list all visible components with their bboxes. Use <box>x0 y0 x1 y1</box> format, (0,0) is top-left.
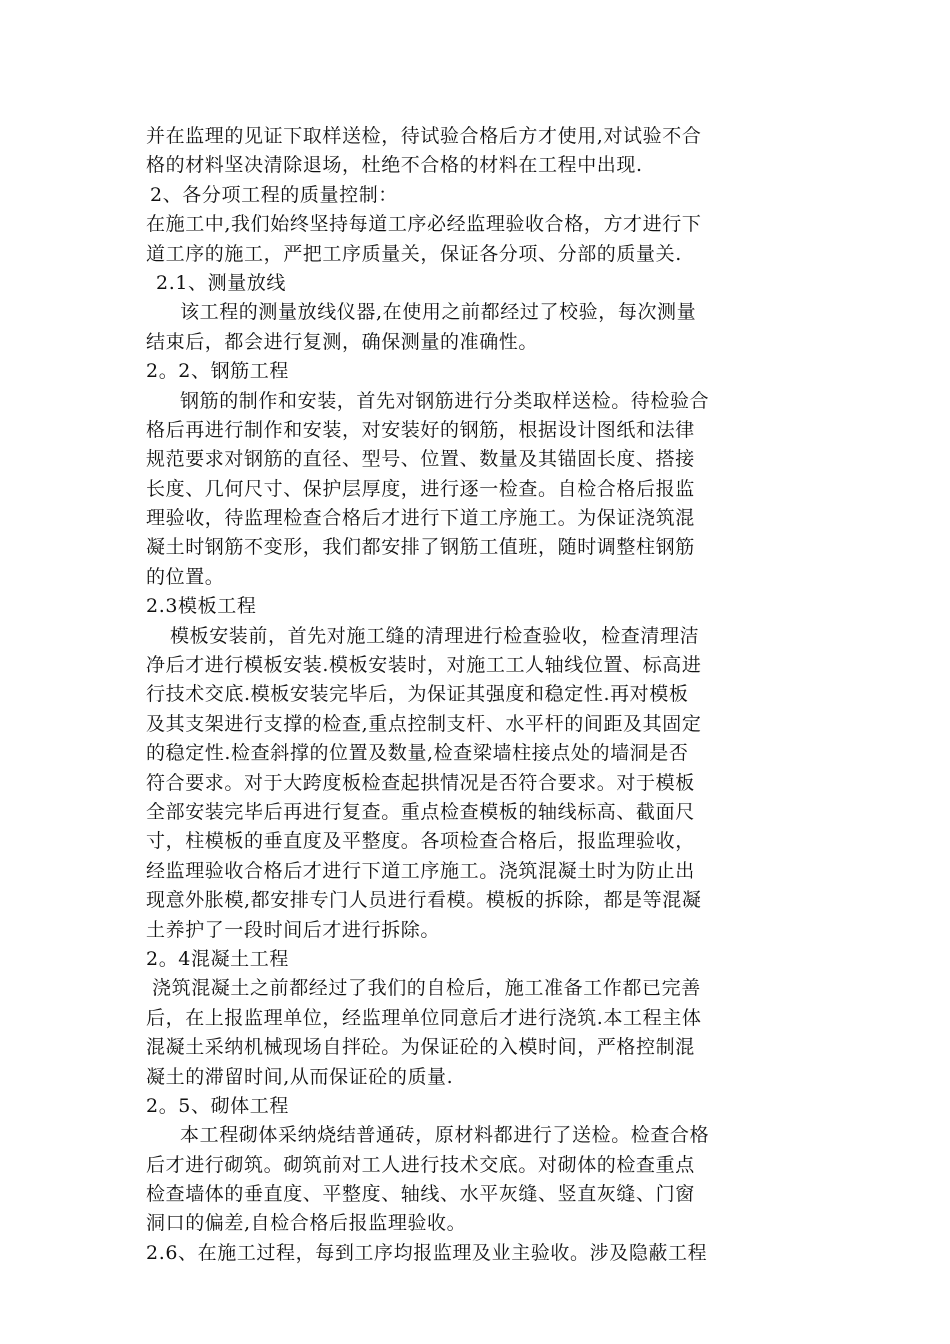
text-line: 模板安装前，首先对施工缝的清理进行检查验收，检查清理洁 <box>170 624 700 647</box>
text-line: 净后才进行模板安装.模板安装时，对施工工人轴线位置、标高进 <box>146 654 702 677</box>
text-line: 理验收，待监理检查合格后才进行下道工序施工。为保证浇筑混 <box>146 507 695 530</box>
document-body <box>146 122 808 1268</box>
text-line: 符合要求。对于大跨度板检查起拱情况是否符合要求。对于模板 <box>146 771 695 794</box>
text-line: 寸，柱模板的垂直度及平整度。各项检查合格后，报监理验收， <box>146 830 695 853</box>
text-line: 经监理验收合格后才进行下道工序施工。浇筑混凝土时为防止出 <box>146 859 695 882</box>
subsection-heading: 2.3模板工程 <box>146 595 257 618</box>
text-line: 长度、几何尺寸、保护层厚度，进行逐一检查。自检合格后报监 <box>146 477 695 500</box>
text-line: 的稳定性.检查斜撑的位置及数量,检查梁墙柱接点处的墙洞是否 <box>146 742 689 765</box>
text-line: 检查墙体的垂直度、平整度、轴线、水平灰缝、竖直灰缝、门窗 <box>146 1183 695 1206</box>
text-line: 2.6、在施工过程，每到工序均报监理及业主验收。涉及隐蔽工程 <box>146 1241 708 1264</box>
text-line: 该工程的测量放线仪器,在使用之前都经过了校验，每次测量 <box>180 301 697 324</box>
subsection-heading: 2。4混凝土工程 <box>146 947 289 970</box>
text-line: 土养护了一段时间后才进行拆除。 <box>146 918 441 941</box>
text-line: 后才进行砌筑。砌筑前对工人进行技术交底。对砌体的检查重点 <box>146 1153 695 1176</box>
text-line: 在施工中,我们始终坚持每道工序必经监理验收合格，方才进行下 <box>146 213 702 236</box>
text-line: 格后再进行制作和安装，对安装好的钢筋，根据设计图纸和法律 <box>146 418 695 441</box>
text-line: 规范要求对钢筋的直径、型号、位置、数量及其锚固长度、搭接 <box>146 448 695 471</box>
text-line: 本工程砌体采纳烧结普通砖，原材料都进行了送检。检查合格 <box>180 1124 710 1147</box>
subsection-heading: 2。2、钢筋工程 <box>146 360 289 383</box>
text-line: 浇筑混凝土之前都经过了我们的自检后，施工准备工作都已完善 <box>152 977 701 1000</box>
text-line: 凝土的滞留时间,从而保证砼的质量. <box>146 1065 454 1088</box>
text-line: 及其支架进行支撑的检查,重点控制支杆、水平杆的间距及其固定 <box>146 712 702 735</box>
text-line: 并在监理的见证下取样送检，待试验合格后方才使用,对试验不合 <box>146 125 702 147</box>
text-line: 道工序的施工，严把工序质量关，保证各分项、分部的质量关. <box>146 242 682 265</box>
text-line: 行技术交底.模板安装完毕后，为保证其强度和稳定性.再对模板 <box>146 683 689 706</box>
text-line: 全部安装完毕后再进行复查。重点检查模板的轴线标高、截面尺 <box>146 800 695 823</box>
text-line: 格的材料坚决清除退场，杜绝不合格的材料在工程中出现. <box>146 154 643 177</box>
subsection-heading: 2.1、测量放线 <box>156 271 287 294</box>
text-line: 后，在上报监理单位，经监理单位同意后才进行浇筑.本工程主体 <box>146 1006 702 1029</box>
text-line: 混凝土采纳机械现场自拌砼。为保证砼的入模时间，严格控制混 <box>146 1036 695 1059</box>
text-line: 凝土时钢筋不变形，我们都安排了钢筋工值班，随时调整柱钢筋 <box>146 536 695 559</box>
text-line: 的位置。 <box>146 565 225 588</box>
text-line: 钢筋的制作和安装，首先对钢筋进行分类取样送检。待检验合 <box>180 389 710 412</box>
section-heading: 2、各分项工程的质量控制： <box>150 183 398 206</box>
subsection-heading: 2。5、砌体工程 <box>146 1094 289 1117</box>
text-line: 洞口的偏差,自检合格后报监理验收。 <box>146 1212 467 1235</box>
text-line: 结束后，都会进行复测，确保测量的准确性。 <box>146 330 539 353</box>
text-line: 现意外胀模,都安排专门人员进行看模。模板的拆除，都是等混凝 <box>146 889 702 912</box>
